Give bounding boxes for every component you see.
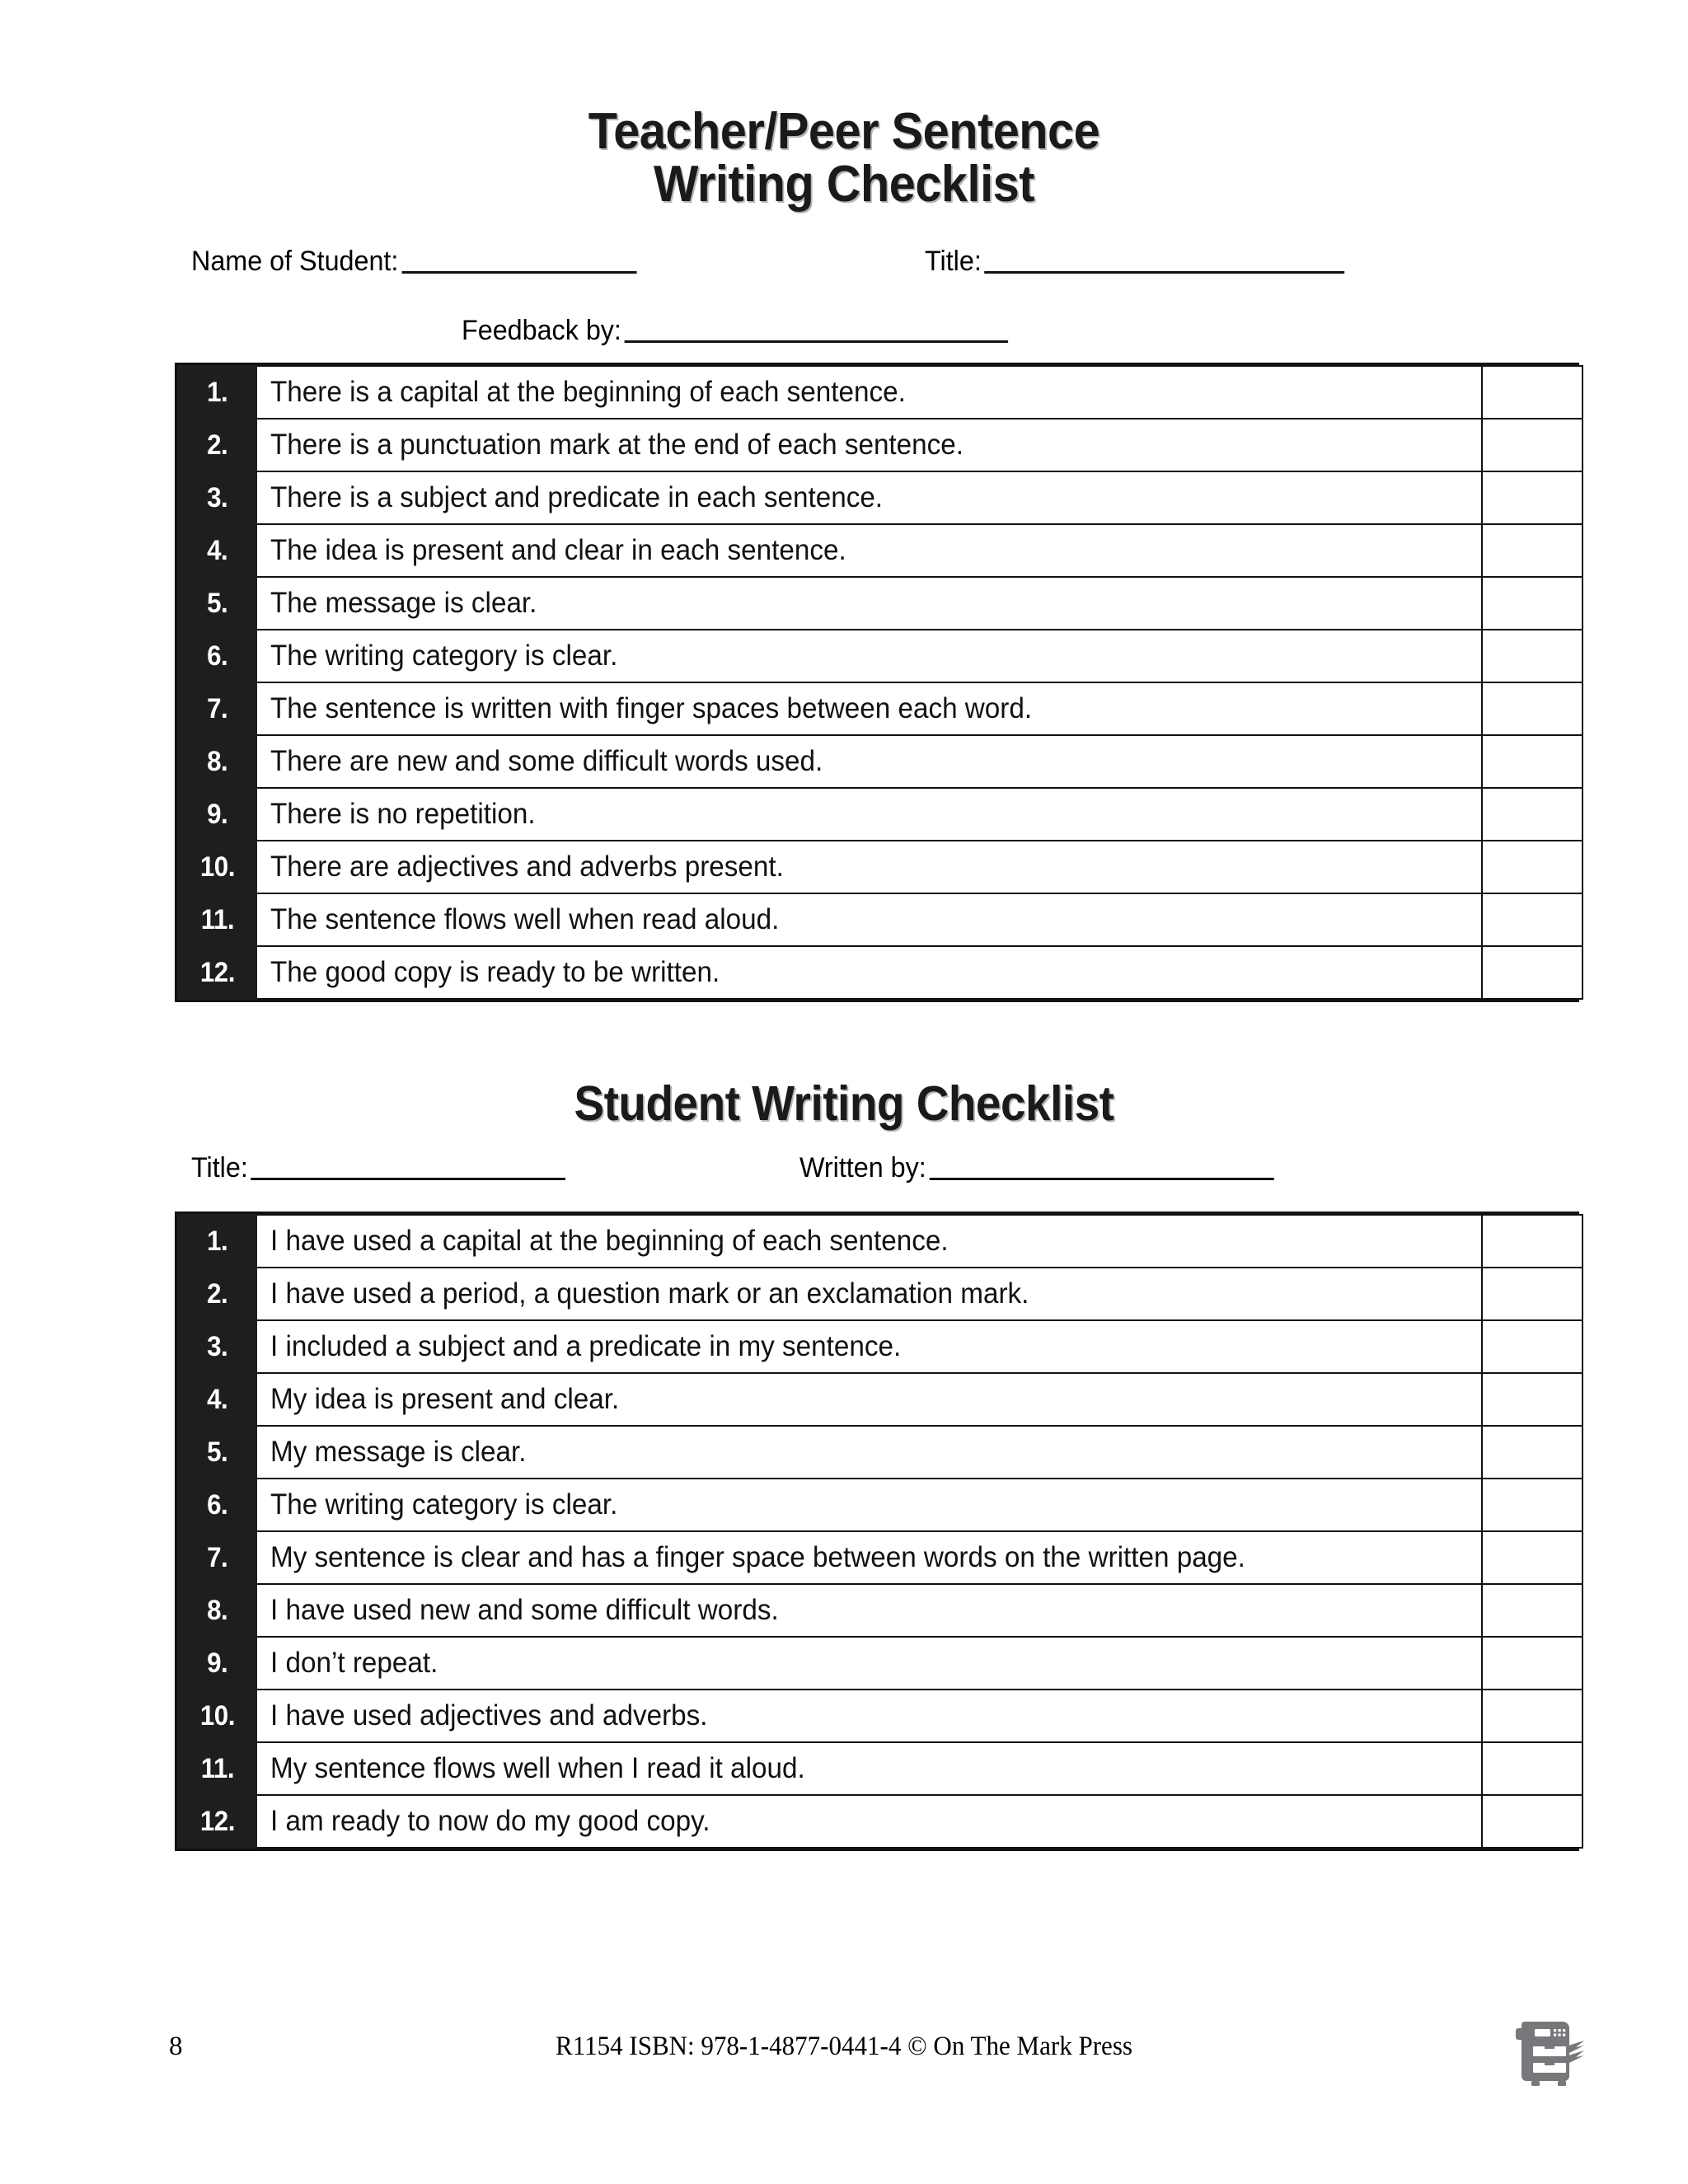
teacher-checklist-row-checkbox-cell[interactable]	[1482, 630, 1582, 682]
table-row	[178, 1795, 1582, 1848]
student-checklist-row-checkbox-cell[interactable]	[1482, 1426, 1582, 1479]
teacher-checklist-row-number: 12.	[178, 946, 256, 999]
teacher-checklist-row-checkbox-cell[interactable]	[1482, 788, 1582, 841]
student-checklist-row-number: 9.	[178, 1637, 256, 1690]
title-label-teacher: Title:	[925, 246, 982, 277]
student-checklist-row-text: I included a subject and a predicate in my sentence.	[256, 1320, 1482, 1373]
feedback-by-label: Feedback by:	[462, 315, 621, 346]
student-checklist-row-checkbox-cell[interactable]	[1482, 1742, 1582, 1795]
title-blank-student[interactable]	[251, 1177, 566, 1180]
teacher-peer-checklist-table	[175, 363, 1579, 1002]
teacher-checklist-row-text: The idea is present and clear in each sentence.	[256, 524, 1482, 577]
field-title-student	[191, 1154, 566, 1183]
student-checklist-row-text: I have used a period, a question mark or an exclamation mark.	[256, 1268, 1482, 1320]
table-row	[178, 1584, 1582, 1637]
student-checklist-row-number: 8.	[178, 1584, 256, 1637]
student-checklist-row-number: 12.	[178, 1795, 256, 1848]
teacher-checklist-row-number: 7.	[178, 682, 256, 735]
student-checklist-row-number: 6.	[178, 1479, 256, 1531]
teacher-checklist-row-text: The sentence is written with finger spaces between each word.	[256, 682, 1482, 735]
page-footer	[0, 2023, 1688, 2097]
table-row	[178, 471, 1582, 524]
student-checklist-row-text: I have used new and some difficult words.	[256, 1584, 1482, 1637]
teacher-checklist-row-text: The writing category is clear.	[256, 630, 1482, 682]
student-checklist-row-number: 2.	[178, 1268, 256, 1320]
teacher-checklist-row-number: 11.	[178, 893, 256, 946]
table-row	[178, 1426, 1582, 1479]
teacher-checklist-row-checkbox-cell[interactable]	[1482, 946, 1582, 999]
student-checklist-row-checkbox-cell[interactable]	[1482, 1637, 1582, 1690]
student-checklist-row-text: My message is clear.	[256, 1426, 1482, 1479]
teacher-checklist-row-checkbox-cell[interactable]	[1482, 524, 1582, 577]
student-checklist-row-checkbox-cell[interactable]	[1482, 1320, 1582, 1373]
teacher-checklist-row-text: There is a capital at the beginning of each sentence.	[256, 366, 1482, 419]
table-row	[178, 1215, 1582, 1268]
teacher-checklist-row-checkbox-cell[interactable]	[1482, 471, 1582, 524]
teacher-checklist-row-checkbox-cell[interactable]	[1482, 841, 1582, 893]
written-by-blank[interactable]	[930, 1177, 1274, 1180]
section-title-student-checklist: Student Writing Checklist	[574, 1076, 1114, 1131]
table-row	[178, 946, 1582, 999]
teacher-checklist-row-checkbox-cell[interactable]	[1482, 682, 1582, 735]
student-checklist-row-text: My sentence flows well when I read it aloud.	[256, 1742, 1482, 1795]
student-checklist-row-checkbox-cell[interactable]	[1482, 1215, 1582, 1268]
student-checklist-row-checkbox-cell[interactable]	[1482, 1531, 1582, 1584]
table-row	[178, 735, 1582, 788]
student-checklist-row-text: The writing category is clear.	[256, 1479, 1482, 1531]
field-name-of-student	[191, 247, 636, 277]
table-row	[178, 1479, 1582, 1531]
table-row	[178, 577, 1582, 630]
field-title-teacher	[925, 247, 1345, 277]
page-number: 8	[169, 2032, 183, 2061]
teacher-checklist-row-text: The message is clear.	[256, 577, 1482, 630]
teacher-checklist-row-number: 2.	[178, 419, 256, 471]
teacher-checklist-row-number: 9.	[178, 788, 256, 841]
table-row	[178, 630, 1582, 682]
teacher-checklist-row-text: There is no repetition.	[256, 788, 1482, 841]
table-row	[178, 682, 1582, 735]
teacher-checklist-row-text: The good copy is ready to be written.	[256, 946, 1482, 999]
teacher-checklist-row-text: There is a punctuation mark at the end of each sentence.	[256, 419, 1482, 471]
student-checklist-row-number: 5.	[178, 1426, 256, 1479]
table-row	[178, 1268, 1582, 1320]
teacher-checklist-row-checkbox-cell[interactable]	[1482, 419, 1582, 471]
table-row	[178, 1690, 1582, 1742]
teacher-checklist-row-checkbox-cell[interactable]	[1482, 366, 1582, 419]
table-row	[178, 893, 1582, 946]
page-title-line-2: Writing Checklist	[653, 155, 1034, 213]
student-checklist-row-checkbox-cell[interactable]	[1482, 1795, 1582, 1848]
student-checklist-row-text: My idea is present and clear.	[256, 1373, 1482, 1426]
student-checklist-row-checkbox-cell[interactable]	[1482, 1268, 1582, 1320]
field-written-by	[799, 1154, 1274, 1183]
table-row	[178, 1320, 1582, 1373]
teacher-checklist-row-number: 5.	[178, 577, 256, 630]
table-row	[178, 841, 1582, 893]
teacher-checklist-row-text: There are adjectives and adverbs present.	[256, 841, 1482, 893]
teacher-checklist-row-number: 10.	[178, 841, 256, 893]
table-row	[178, 366, 1582, 419]
student-checklist-row-number: 7.	[178, 1531, 256, 1584]
page-title	[59, 105, 1629, 211]
student-checklist-table	[175, 1212, 1579, 1851]
title-label-student: Title:	[191, 1152, 248, 1183]
teacher-checklist-row-number: 8.	[178, 735, 256, 788]
table-row	[178, 524, 1582, 577]
title-blank-teacher[interactable]	[985, 270, 1345, 274]
student-checklist-row-checkbox-cell[interactable]	[1482, 1690, 1582, 1742]
student-checklist-row-text: My sentence is clear and has a finger space between words on the written page.	[256, 1531, 1482, 1584]
table-row	[178, 1637, 1582, 1690]
table-row	[178, 1742, 1582, 1795]
student-checklist-row-checkbox-cell[interactable]	[1482, 1373, 1582, 1426]
name-of-student-label: Name of Student:	[191, 246, 399, 277]
photocopier-icon	[1515, 2013, 1586, 2093]
table-row	[178, 419, 1582, 471]
student-checklist-row-number: 4.	[178, 1373, 256, 1426]
teacher-checklist-row-checkbox-cell[interactable]	[1482, 893, 1582, 946]
table-row	[178, 1373, 1582, 1426]
teacher-checklist-row-number: 1.	[178, 366, 256, 419]
student-checklist-row-number: 10.	[178, 1690, 256, 1742]
name-of-student-blank[interactable]	[401, 270, 636, 274]
footer-credit-text: R1154 ISBN: 978-1-4877-0441-4 © On The Mark Press	[556, 2032, 1132, 2061]
student-checklist-row-checkbox-cell[interactable]	[1482, 1479, 1582, 1531]
written-by-label: Written by:	[799, 1152, 926, 1183]
student-checklist-row-checkbox-cell[interactable]	[1482, 1584, 1582, 1637]
student-checklist-row-text: I am ready to now do my good copy.	[256, 1795, 1482, 1848]
student-checklist-row-number: 11.	[178, 1742, 256, 1795]
table-row	[178, 1531, 1582, 1584]
teacher-checklist-row-text: There is a subject and predicate in each sentence.	[256, 471, 1482, 524]
student-checklist-row-text: I have used a capital at the beginning of each sentence.	[256, 1215, 1482, 1268]
teacher-checklist-row-text: There are new and some difficult words used.	[256, 735, 1482, 788]
teacher-checklist-row-number: 3.	[178, 471, 256, 524]
teacher-checklist-row-number: 4.	[178, 524, 256, 577]
student-checklist-row-text: I have used adjectives and adverbs.	[256, 1690, 1482, 1742]
page-title-line-1: Teacher/Peer Sentence	[588, 103, 1100, 160]
feedback-by-blank[interactable]	[625, 340, 1009, 343]
teacher-checklist-row-checkbox-cell[interactable]	[1482, 577, 1582, 630]
field-feedback-by	[462, 316, 1008, 346]
student-checklist-row-text: I don’t repeat.	[256, 1637, 1482, 1690]
student-checklist-row-number: 1.	[178, 1215, 256, 1268]
table-row	[178, 788, 1582, 841]
student-checklist-row-number: 3.	[178, 1320, 256, 1373]
teacher-checklist-row-text: The sentence flows well when read aloud.	[256, 893, 1482, 946]
teacher-checklist-row-checkbox-cell[interactable]	[1482, 735, 1582, 788]
teacher-checklist-row-number: 6.	[178, 630, 256, 682]
